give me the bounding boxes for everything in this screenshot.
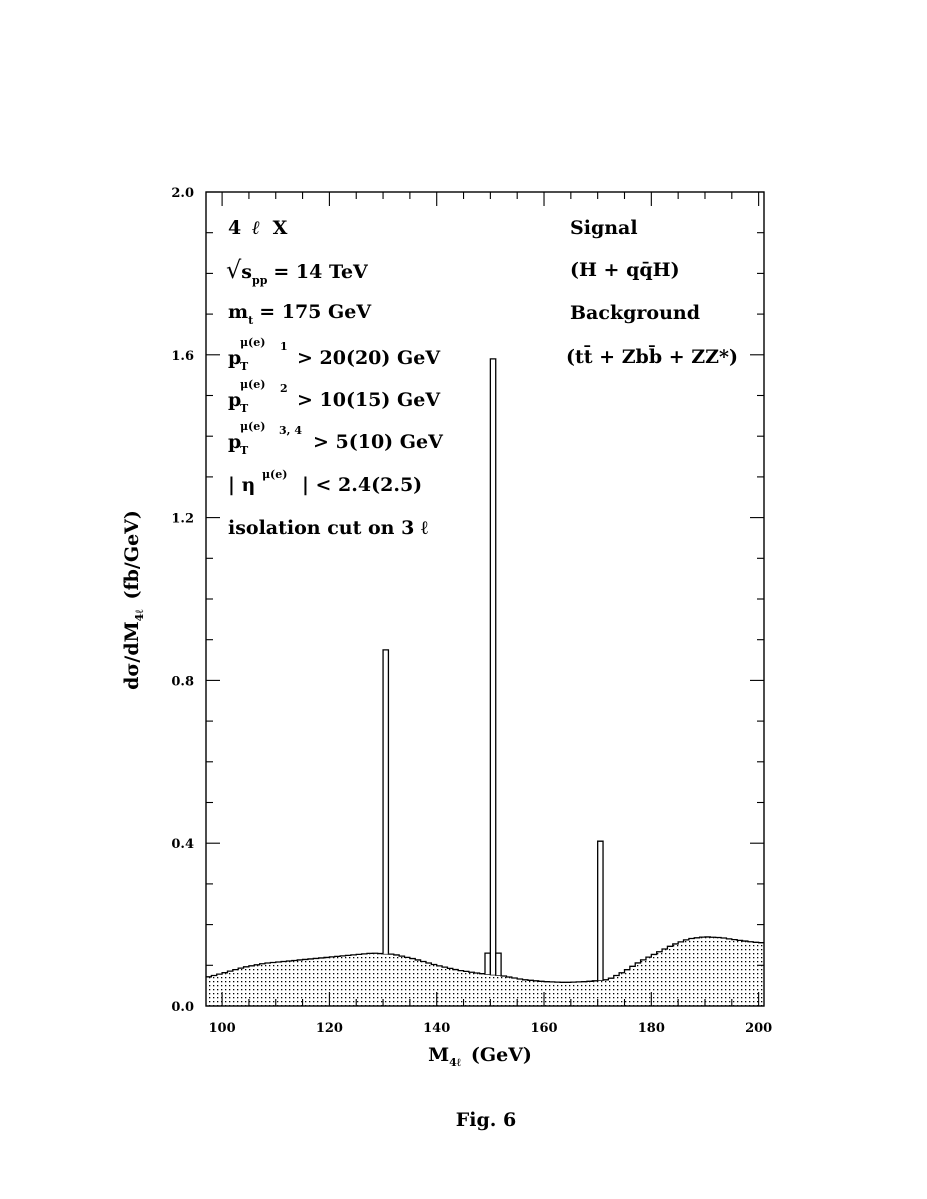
x-tick-label: 180 xyxy=(637,1021,665,1036)
svg-text:> 20(20) GeV: > 20(20) GeV xyxy=(297,347,441,369)
y-tick-label: 0.0 xyxy=(171,1000,194,1015)
x-tick-label: 200 xyxy=(745,1021,773,1036)
svg-text:2: 2 xyxy=(280,382,288,395)
svg-text:T: T xyxy=(240,360,249,373)
y-tick-label: 0.4 xyxy=(171,837,194,853)
pt2-cut-label xyxy=(228,378,441,415)
svg-text:μ(e): μ(e) xyxy=(240,378,266,391)
svg-text:3, 4: 3, 4 xyxy=(279,424,302,437)
top-mass-label: $m_t = 175$ GeV xyxy=(228,301,372,327)
svg-text:T: T xyxy=(240,444,249,457)
y-tick-label: 0.8 xyxy=(171,674,194,690)
svg-text:μ(e): μ(e) xyxy=(240,420,266,433)
process-label: 4 ℓ X xyxy=(228,217,288,239)
svg-text:dσ/dM4ℓ(fb/GeV): $d\sigma/dM_{4\ell}(fb/GeV)$ xyxy=(121,510,146,690)
legend xyxy=(566,217,738,368)
signal-peak-bar xyxy=(496,953,501,975)
figure-caption: Fig. 6 xyxy=(455,1109,517,1131)
x-axis-title: $M_{4\ell}$ (GeV) xyxy=(428,1044,532,1069)
background-label: Background xyxy=(570,302,700,324)
background-process-label: (tt̄ + Zbb̄ + ZZ*) xyxy=(566,346,738,368)
x-tick-label: 160 xyxy=(530,1021,558,1036)
cuts-annotation xyxy=(226,217,444,539)
svg-text:| < 2.4(2.5): | < 2.4(2.5) xyxy=(302,474,423,496)
isolation-label: isolation cut on 3 ℓ xyxy=(228,517,429,539)
signal-process-label: (H + qq̄H) xyxy=(570,259,680,281)
signal-label: Signal xyxy=(570,217,638,239)
svg-text:| η: | η xyxy=(228,474,256,496)
y-axis-title xyxy=(121,510,146,690)
signal-peak-bar xyxy=(485,953,490,974)
svg-text:> 10(15) GeV: > 10(15) GeV xyxy=(297,389,441,411)
svg-text:> 5(10) GeV: > 5(10) GeV xyxy=(313,431,443,453)
pt1-cut-label xyxy=(228,336,441,373)
svg-text:T: T xyxy=(240,402,249,415)
eta-cut-label xyxy=(228,468,422,496)
energy-label: $√s_{pp} = 14$ TeV xyxy=(226,256,368,287)
pt34-cut-label xyxy=(228,420,444,457)
y-tick-label: 1.2 xyxy=(171,511,194,527)
y-tick-label: 2.0 xyxy=(171,186,194,201)
x-tick-label: 140 xyxy=(423,1021,451,1036)
svg-text:μ(e): μ(e) xyxy=(240,336,266,349)
svg-text:p: p xyxy=(228,347,242,369)
svg-text:p: p xyxy=(228,431,242,453)
x-tick-label: 120 xyxy=(315,1021,343,1036)
signal-peak-bar xyxy=(383,650,388,954)
signal-peak-bar xyxy=(490,359,495,975)
svg-text:μ(e): μ(e) xyxy=(262,468,288,481)
svg-text:1: 1 xyxy=(280,340,288,353)
signal-peak-bar xyxy=(598,841,603,980)
svg-text:p: p xyxy=(228,389,242,411)
x-tick-label: 100 xyxy=(208,1021,236,1036)
y-tick-label: 1.6 xyxy=(171,348,194,364)
